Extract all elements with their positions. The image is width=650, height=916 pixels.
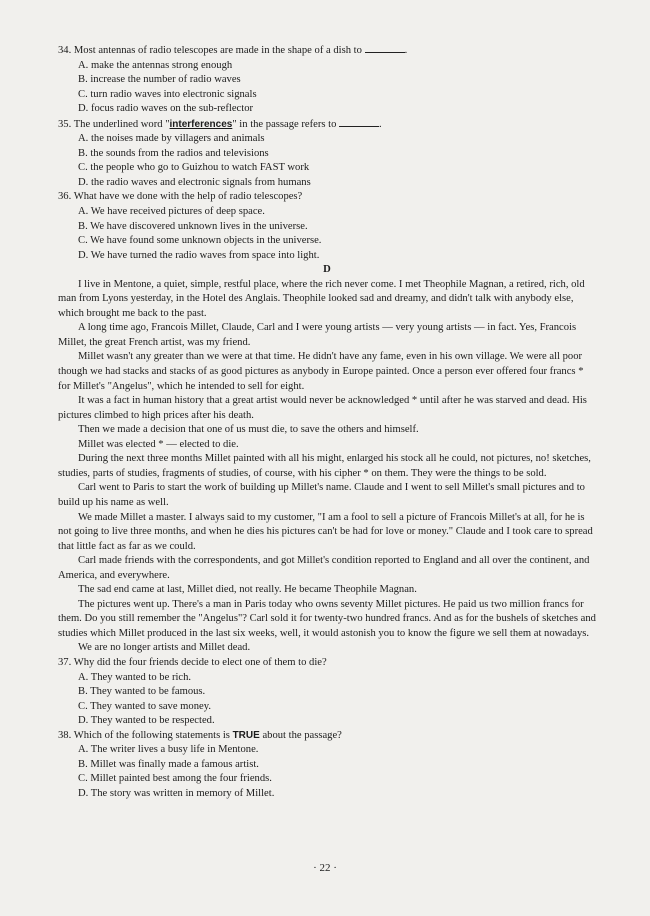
question-38-stem: 38. Which of the following statements is TRUE about the passage? <box>58 729 342 741</box>
question-35-stem: 35. The underlined word "interferences" in the passage refers to . <box>58 118 382 130</box>
option: D. The story was written in memory of Millet. <box>78 787 275 799</box>
option: C. turn radio waves into electronic signals <box>78 88 257 100</box>
passage-paragraph: A long time ago, Francois Millet, Claude, Carl and I were young artists — very young artists — in fact. Yes, Francois Millet, the great French artist, was my friend. <box>58 322 577 348</box>
question-37-stem: 37. Why did the four friends decide to elect one of them to die? <box>58 656 327 668</box>
passage-paragraph: Carl went to Paris to start the work of building up Millet's name. Claude and I went to sell Millet's small pictures and to build up his name as well. <box>58 482 585 508</box>
option: D. We have turned the radio waves from space into light. <box>78 249 320 261</box>
answer-blank <box>339 117 379 127</box>
option: A. make the antennas strong enough <box>78 59 233 71</box>
option: B. We have discovered unknown lives in the universe. <box>78 220 308 232</box>
passage-paragraph: I live in Mentone, a quiet, simple, restful place, where the rich never come. I met Theophile Magnan, a retired, rich, old man from Lyons yesterday, in the Hotel des Anglais. Theophile looked sad and dreamy, and didn't talk with anybody else, which brought me back to the past. <box>58 278 585 319</box>
option: C. Millet painted best among the four friends. <box>78 773 272 785</box>
option: B. Millet was finally made a famous artist. <box>78 758 259 770</box>
question-34-stem: 34. Most antennas of radio telescopes are made in the shape of a dish to . <box>58 45 408 56</box>
option: B. the sounds from the radios and televisions <box>78 147 269 159</box>
option: A. The writer lives a busy life in Mentone. <box>78 744 259 756</box>
question-36-stem: 36. What have we done with the help of radio telescopes? <box>58 191 303 203</box>
passage-paragraph: During the next three months Millet painted with all his might, enlarged his stock all he could, not pictures, no! sketches, studies, parts of studies, fragments of studies, of course, with his cipher * on them. They were the things to be sold. <box>58 453 591 479</box>
option: C. the people who go to Guizhou to watch FAST work <box>78 162 310 174</box>
passage-paragraph: We are no longer artists and Millet dead. <box>78 642 251 654</box>
passage-paragraph: The pictures went up. There's a man in Paris today who owns seventy Millet pictures. He paid us two million francs for them. Do you still remember the "Angelus"? Carl sold it for twenty-two hundred francs. And as for the bushels of sketches and studies which Millet produced in the last six weeks, well, it would astonish you to know the figure we sell them at nowadays. <box>58 598 596 639</box>
passage-paragraph: Carl made friends with the correspondents, and got Millet's condition reported to England and all over the continent, and America, and everywhere. <box>58 555 590 581</box>
option: D. the radio waves and electronic signals from humans <box>78 176 311 188</box>
underlined-word: interferences <box>169 118 233 130</box>
passage-paragraph: The sad end came at last, Millet died, not really. He became Theophile Magnan. <box>78 584 417 596</box>
option: B. They wanted to be famous. <box>78 686 206 698</box>
option: C. They wanted to save money. <box>78 700 211 712</box>
option: D. They wanted to be respected. <box>78 715 215 727</box>
option: A. the noises made by villagers and animals <box>78 133 265 145</box>
answer-blank <box>365 43 405 53</box>
option: A. We have received pictures of deep space. <box>78 206 265 218</box>
option: A. They wanted to be rich. <box>78 671 192 683</box>
option: B. increase the number of radio waves <box>78 74 241 86</box>
option: C. We have found some unknown objects in the universe. <box>78 235 322 247</box>
page-content <box>58 43 596 801</box>
emphasized-word: TRUE <box>232 729 260 741</box>
passage-paragraph: We made Millet a master. I always said to my customer, "I am a fool to sell a picture of Francois Millet's at all, for he is not going to live three months, and when he dies his pictures can't be had for love or money." Claude and I took care to spread that little fact as far as we could. <box>58 511 593 552</box>
passage-paragraph: Millet wasn't any greater than we were at that time. He didn't have any fame, even in his own village. We were all poor though we had stacks and stacks of as good pictures as anybody in Europe painted. Once a person ever offered four francs * for Millet's "Angelus", which he intended to sell for eight. <box>58 351 584 392</box>
passage-heading: D <box>323 264 331 276</box>
passage-paragraph: Then we made a decision that one of us must die, to save the others and himself. <box>78 424 419 436</box>
passage-paragraph: It was a fact in human history that a great artist would never be acknowledged * until after he was starved and dead. His pictures climbed to high prices after his death. <box>58 395 587 421</box>
passage-paragraph: Millet was elected * — elected to die. <box>78 438 239 450</box>
page-number: · 22 · <box>313 862 337 874</box>
option: D. focus radio waves on the sub-reflector <box>78 103 254 115</box>
